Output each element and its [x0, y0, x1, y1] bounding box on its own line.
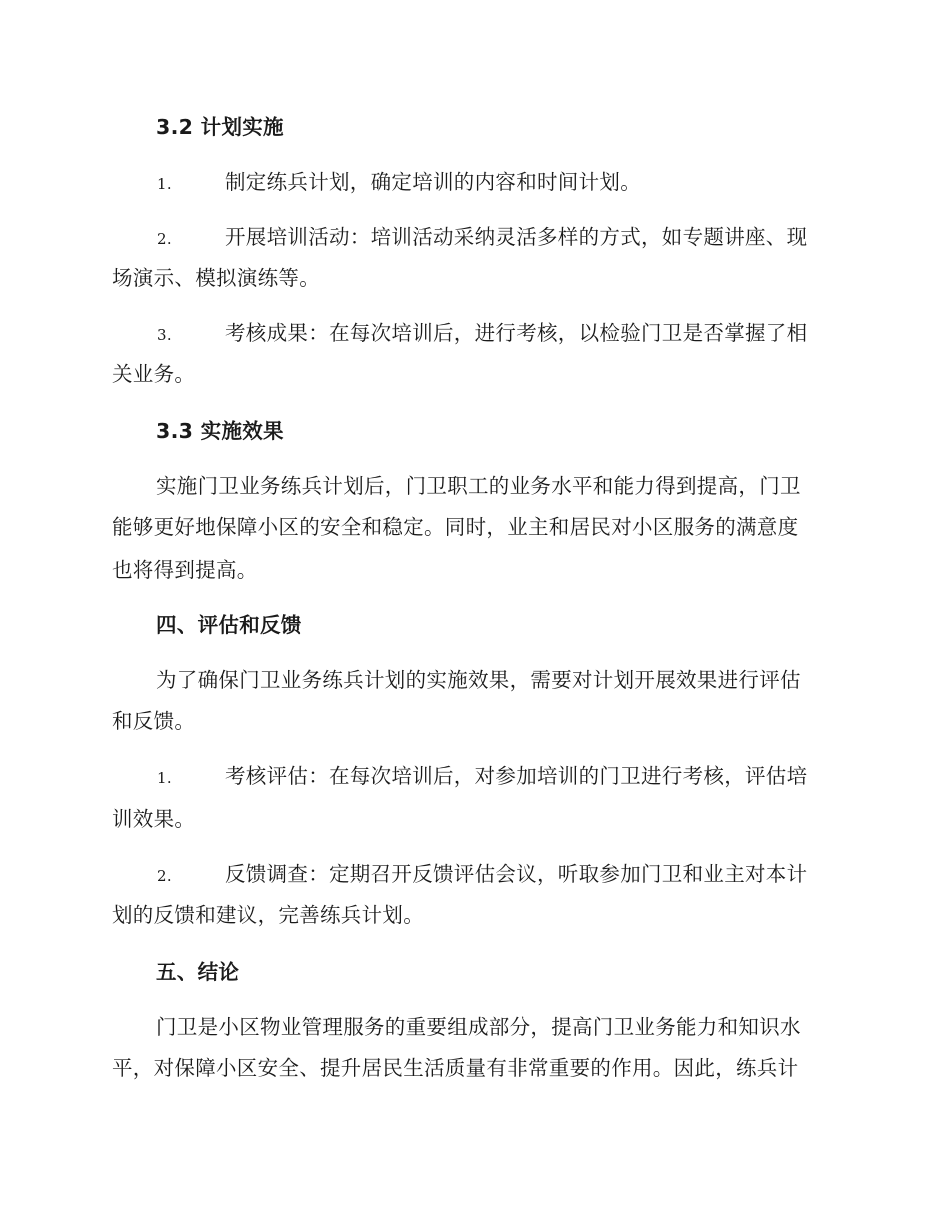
list-item-continuation: 训效果。 [112, 807, 196, 831]
section-heading-3-3: 3.3 实施效果 [156, 419, 284, 443]
list-number: 1. [157, 769, 172, 787]
list-item-text: 制定练兵计划，确定培训的内容和时间计划。 [225, 170, 641, 194]
list-item [112, 762, 837, 792]
list-item-text: 开展培训活动：培训活动采纳灵活多样的方式，如专题讲座、现 [225, 225, 808, 249]
paragraph-line: 为了确保门卫业务练兵计划的实施效果，需要对计划开展效果进行评估 [156, 668, 801, 692]
section-heading-4: 四、评估和反馈 [156, 613, 302, 637]
list-number: 3. [157, 326, 172, 344]
list-number: 1. [157, 175, 172, 193]
list-item [112, 168, 837, 198]
list-item-continuation: 关业务。 [112, 362, 196, 386]
paragraph-line: 能够更好地保障小区的安全和稳定。同时，业主和居民对小区服务的满意度 [112, 515, 799, 539]
list-item [112, 319, 837, 349]
list-item [112, 223, 837, 253]
section-heading-5: 五、结论 [156, 960, 240, 984]
section-heading-3-2: 3.2 计划实施 [156, 115, 284, 139]
paragraph-line: 也将得到提高。 [112, 558, 258, 582]
list-item-continuation: 划的反馈和建议，完善练兵计划。 [112, 903, 424, 927]
list-number: 2. [157, 230, 172, 248]
paragraph-line: 实施门卫业务练兵计划后，门卫职工的业务水平和能力得到提高，门卫 [156, 474, 801, 498]
list-item-text: 考核成果：在每次培训后，进行考核，以检验门卫是否掌握了相 [225, 321, 808, 345]
list-item-text: 反馈调查：定期召开反馈评估会议，听取参加门卫和业主对本计 [225, 862, 808, 886]
paragraph-line: 门卫是小区物业管理服务的重要组成部分，提高门卫业务能力和知识水 [156, 1015, 801, 1039]
list-item [112, 860, 837, 890]
paragraph-line: 和反馈。 [112, 709, 196, 733]
list-item-continuation: 场演示、模拟演练等。 [112, 266, 320, 290]
list-number: 2. [157, 867, 172, 885]
list-item-text: 考核评估：在每次培训后，对参加培训的门卫进行考核，评估培 [225, 764, 808, 788]
paragraph-line: 平，对保障小区安全、提升居民生活质量有非常重要的作用。因此，练兵计 [112, 1056, 799, 1080]
